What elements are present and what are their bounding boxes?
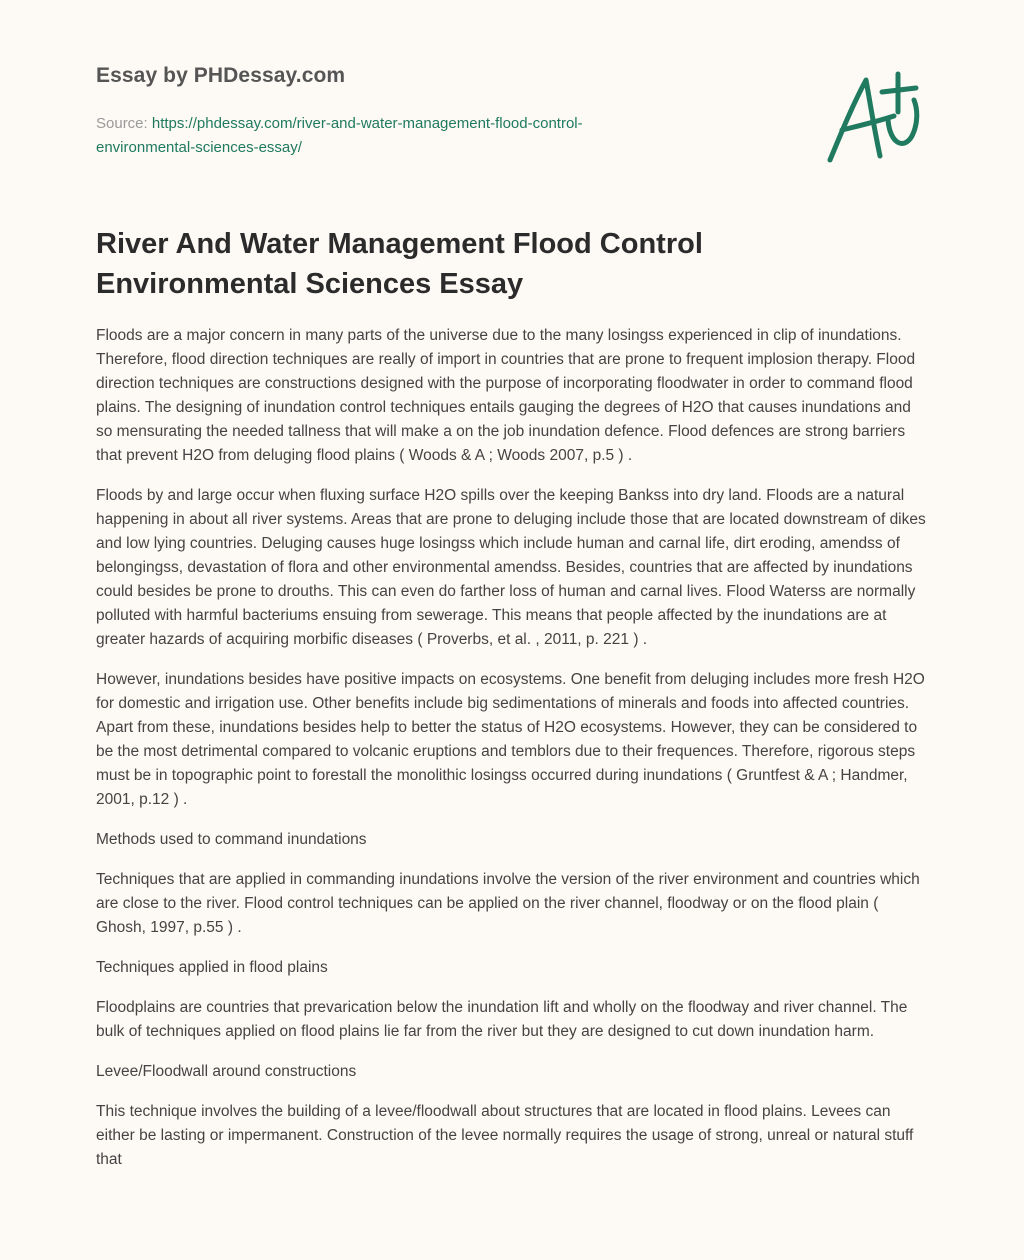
- paragraph: Floods are a major concern in many parts of the universe due to the many losingss experienced in clip of inundations. Therefore, flood direction techniques are really of import in countries that are prone to frequent implosion therapy. Flood direction techniques are constructions designed with the purpose of incorporating floodwater in order to command flood plains. The designing of inundation control techniques entails gauging the degrees of H2O that causes inundations and so mensurating the needed tallness that will make a on the job inundation defence. Flood defences are strong barriers that prevent H2O from deluging flood plains ( Woods & A ; Woods 2007, p.5 ) .: [96, 327, 916, 464]
- source-link-line2: environmental-sciences-essay/: [96, 139, 302, 156]
- a-plus-logo-icon: [818, 66, 930, 166]
- essay-body: [96, 324, 930, 1188]
- essay-title-line2: Environmental Sciences Essay: [96, 268, 524, 300]
- essay-title-line1: River And Water Management Flood Control: [96, 228, 703, 260]
- source-label: Source:: [96, 115, 148, 132]
- paragraph: However, inundations besides have positive impacts on ecosystems. One benefit from deluging includes more fresh H2O for domestic and irrigation use. Other benefits include big sedimentations of minerals and foods into affected countries. Apart from these, inundations besides help to better the status of H2O ecosystems. However, they can be considered to be the most detrimental compared to volcanic eruptions and temblors due to their frequences. Therefore, rigorous steps must be in topographic point to forestall the monolithic losingss occurred during inundations ( Gruntfest & A ; Handmer, 2001, p.12 ) .: [96, 671, 925, 808]
- source-link[interactable]: [96, 115, 583, 156]
- essay-title: [96, 224, 916, 304]
- source-line: [96, 112, 716, 160]
- section-heading: Levee/Floodwall around constructions: [96, 1063, 357, 1080]
- paragraph: Floods by and large occur when fluxing surface H2O spills over the keeping Bankss into dry land. Floods are a natural happening in about all river systems. Areas that are prone to deluging include those that are located downstream of dikes and low lying countries. Deluging causes huge losingss which include human and carnal life, dirt eroding, amendss of belongingss, devastation of flora and other environmental amendss. Besides, countries that are affected by inundations could besides be prone to drouths. This can even do farther loss of human and carnal lives. Flood Waterss are normally polluted with harmful bacteriums ensuing from sewerage. This means that people affected by the inundations are at greater hazards of acquiring morbific diseases ( Proverbs, et al. , 2011, p. 221 ) .: [96, 487, 926, 648]
- section-heading: Techniques applied in flood plains: [96, 959, 328, 976]
- site-title: Essay by PHDessay.com: [96, 64, 346, 87]
- source-link-line1: https://phdessay.com/river-and-water-management-flood-control-: [151, 115, 583, 132]
- paragraph: This technique involves the building of a levee/floodwall about structures that are located in flood plains. Levees can either be lasting or impermanent. Construction of the levee normally requires the usage of strong, unreal or natural stuff that: [96, 1103, 914, 1168]
- paragraph: Techniques that are applied in commanding inundations involve the version of the river environment and countries which are close to the river. Flood control techniques can be applied on the river channel, floodway or on the flood plain ( Ghosh, 1997, p.55 ) .: [96, 871, 920, 936]
- section-heading: Methods used to command inundations: [96, 831, 367, 848]
- paragraph: Floodplains are countries that prevarication below the inundation lift and wholly on the floodway and river channel. The bulk of techniques applied on flood plains lie far from the river but they are designed to cut down inundation harm.: [96, 999, 908, 1040]
